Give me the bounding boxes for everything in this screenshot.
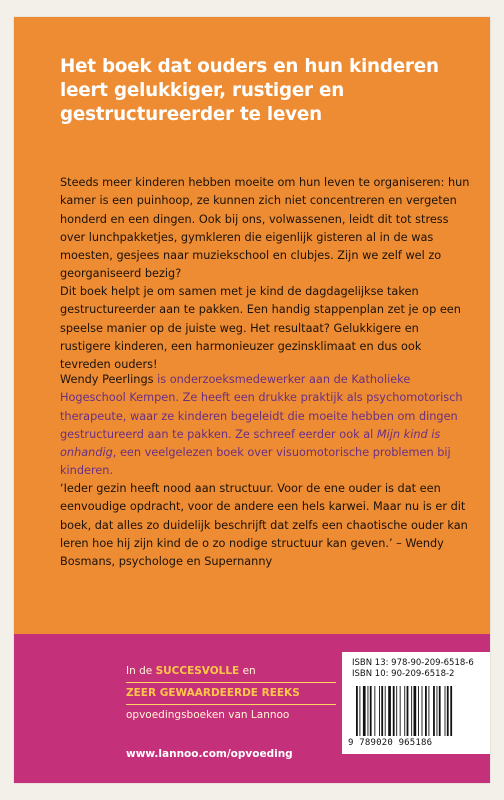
author-bio-text-end: , een veelgelezen boek over visuomotorische problemen bij kinderen. — [60, 446, 451, 478]
book-back-cover — [14, 17, 490, 783]
barcode-number: 9 789020 965186 — [348, 738, 433, 748]
endorsement-quote: ‘Ieder gezin heeft nood aan structuur. Voor de ene ouder is dat een eenvoudige opdracht, voor de andere een hels karwei. Maar nu is er dit boek, dat alles zo duidelijk beschrijft dat zelfs een chaotische ouder kan leren hoe hij zijn kind de o zo nodige structuur kan geven.’ – Wendy Bosmans, psychologe en Supernanny — [60, 482, 468, 569]
series-prefix: In de — [126, 665, 156, 677]
isbn-10: ISBN 10: 90-209-6518-2 — [352, 669, 455, 679]
description-paragraph-2: Dit boek helpt je om samen met je kind de dagdagelijkse taken gestructureerder aan te pakken. Een handig stappenplan zet je op een speelse manier op de juiste weg. Het resultaat? Gelukkigere en rustigere kinderen, een harmonieuzer gezinsklimaat en dus ook tevreden ouders! — [60, 285, 461, 372]
publisher-url: www.lannoo.com/opvoeding — [126, 748, 293, 760]
series-line-3: opvoedingsboeken van Lannoo — [126, 709, 290, 721]
series-mid: en — [239, 665, 256, 677]
author-bio — [60, 371, 470, 481]
series-line-2 — [126, 683, 336, 703]
headline: Het boek dat ouders en hun kinderen leert gelukkiger, rustiger en gestructureerder te leven — [60, 56, 439, 125]
author-name: Wendy Peerlings — [60, 373, 154, 386]
isbn-barcode-box — [342, 652, 490, 754]
author-bio-text: is onderzoeksmedewerker aan de Katholieke Hogeschool Kempen. Ze heeft een drukke praktijk als psychomotorisch therapeute, waar ze kinderen begeleidt die moeite hebben om dingen gestructureerd aan te pakken. Ze schreef eerder ook al — [60, 373, 463, 441]
isbn-13: ISBN 13: 978-90-209-6518-6 — [352, 658, 474, 668]
series-highlight-1: SUCCESVOLLE — [155, 665, 240, 677]
series-statement — [126, 661, 336, 725]
barcode-icon — [354, 686, 490, 736]
cover-content — [60, 55, 470, 569]
series-highlight-2: ZEER GEWAARDEERDE REEKS — [126, 687, 300, 699]
previous-book-title: Mijn kind is onhandig — [60, 427, 441, 460]
isbn-numbers — [352, 658, 474, 680]
series-line-1 — [126, 661, 336, 681]
description-paragraph-1: Steeds meer kinderen hebben moeite om hun leven te organiseren: hun kamer is een puinhoop, ze kunnen zich niet concentreren en vergeten honderd en een dingen. Ook bij ons, volwassenen, leidt dit tot stress over lunchpakketjes, gymklеren die eigenlijk gisteren al in de was moesten, gesjees naar muziekschool en clubjes. Zijn we zelf wel zo georganiseerd bezig? — [60, 176, 470, 281]
